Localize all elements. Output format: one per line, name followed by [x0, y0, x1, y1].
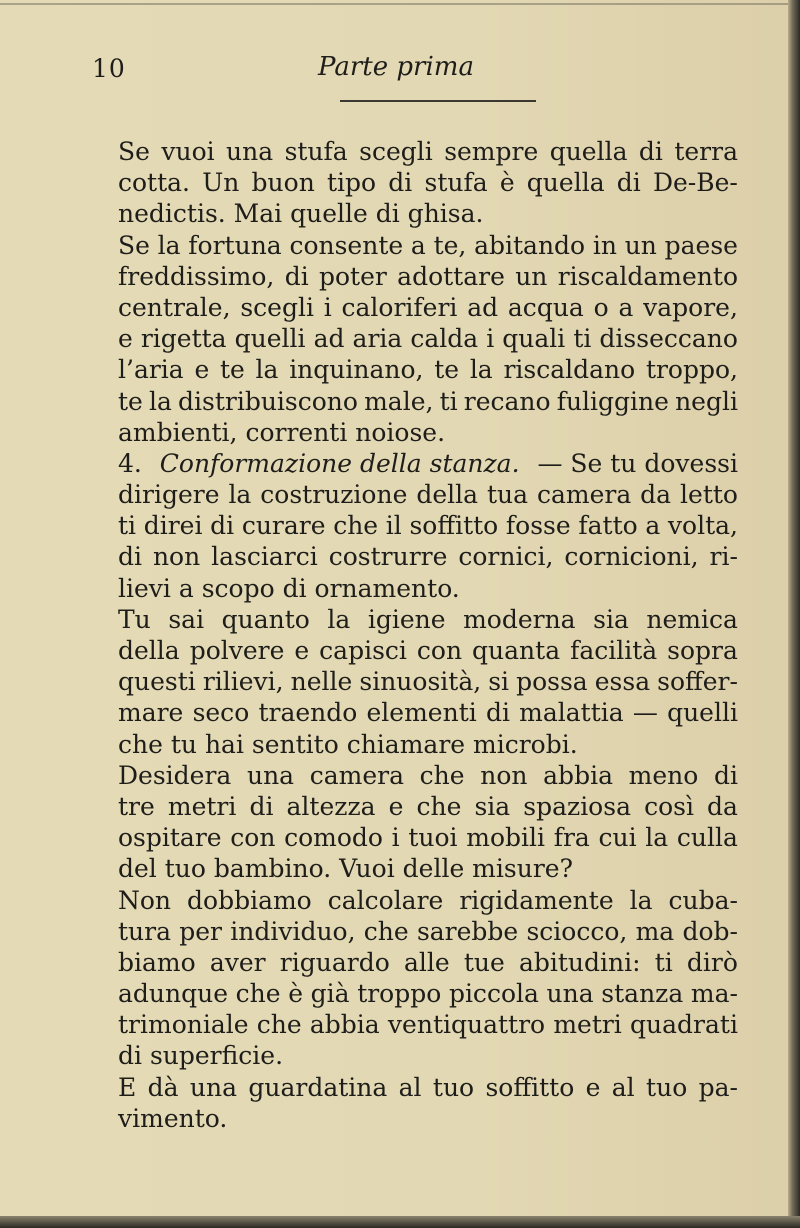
- line-text: del tuo bambino. Vuoi delle misure?: [118, 854, 573, 884]
- line-text: trimoniale che abbia ventiquattro metri quadrati: [118, 1010, 738, 1040]
- text-line: [118, 573, 738, 604]
- text-line: [118, 354, 738, 385]
- line-text: ospitare con comodo i tuoi mobili fra cui la culla: [118, 823, 738, 853]
- text-line: [118, 729, 738, 760]
- line-text: mare seco traendo elementi di malattia — quelli: [118, 698, 738, 728]
- text-line: [118, 760, 738, 791]
- text-line: [118, 885, 738, 916]
- text-line: [118, 417, 738, 448]
- body-text: [118, 136, 738, 1134]
- text-line: [118, 510, 738, 541]
- line-text: centrale, scegli i caloriferi ad acqua o a vapore,: [118, 292, 738, 322]
- text-line: [118, 853, 738, 884]
- text-line: [118, 198, 738, 229]
- text-line: [118, 1072, 738, 1103]
- line-text: Non dobbiamo calcolare rigidamente la cuba-: [118, 885, 738, 915]
- running-title: Parte prima: [318, 52, 474, 82]
- header-rule: [340, 100, 536, 102]
- text-line: [118, 479, 738, 510]
- page-right-edge: [788, 0, 800, 1228]
- text-line: [118, 1103, 738, 1134]
- line-text: l’aria e te la inquinano, te la riscaldano troppo,: [118, 355, 738, 385]
- line-text: te la distribuiscono male, ti recano fuliggine negli: [118, 386, 738, 416]
- line-text: di superficie.: [118, 1041, 284, 1071]
- line-text: ti direi di curare che il soffitto fosse fatto a volta,: [118, 511, 738, 541]
- page-number: 10: [92, 54, 126, 83]
- line-text: della polvere e capisci con quanta facilità sopra: [118, 636, 738, 665]
- line-text: freddissimo, di poter adottare un riscaldamento: [118, 261, 738, 291]
- text-line: [118, 323, 738, 354]
- text-line: [118, 167, 738, 198]
- text-line: [118, 292, 738, 323]
- line-text: tre metri di altezza e che sia spaziosa così da: [118, 791, 738, 821]
- text-line: [118, 1009, 738, 1040]
- text-line: [118, 230, 738, 261]
- text-line: [118, 791, 738, 822]
- line-text: vimento.: [118, 1103, 228, 1133]
- text-line: [118, 947, 738, 978]
- top-edge-rule: [0, 3, 792, 5]
- section-heading: Conformazione della stanza.: [159, 448, 520, 478]
- line-text: dirigere la costruzione della tua camera da letto: [118, 480, 738, 510]
- line-text: di non lasciarci costrurre cornici, cornicioni, ri-: [118, 542, 738, 572]
- line-text: — Se tu dovessi: [537, 448, 738, 478]
- line-text: lievi a scopo di ornamento.: [118, 573, 460, 603]
- line-text: ambienti, correnti noiose.: [118, 417, 446, 447]
- line-text: questi rilievi, nelle sinuosità, si possa essa soffer-: [118, 667, 738, 697]
- line-text: Desidera una camera che non abbia meno di: [118, 760, 738, 790]
- line-text: E dà una guardatina al tuo soffitto e al tuo pa-: [118, 1072, 738, 1102]
- text-line: [118, 386, 738, 417]
- text-line: [118, 261, 738, 292]
- line-text: tura per individuo, che sarebbe sciocco, ma dob-: [118, 916, 738, 946]
- page-bottom-edge: [0, 1216, 800, 1228]
- text-line: [118, 822, 738, 853]
- line-text: e rigetta quelli ad aria calda i quali ti disseccano: [118, 324, 738, 354]
- text-line: [118, 1040, 738, 1071]
- line-text: che tu hai sentito chiamare microbi.: [118, 729, 578, 759]
- text-line: [118, 448, 738, 479]
- line-text: biamo aver riguardo alle tue abitudini: ti dirò: [118, 947, 738, 977]
- text-line: [118, 136, 738, 167]
- line-text: nedictis. Mai quelle di ghisa.: [118, 199, 484, 229]
- line-text: Tu sai quanto la igiene moderna sia nemica: [118, 604, 738, 634]
- text-line: [118, 541, 738, 572]
- text-line: [118, 604, 738, 635]
- line-text: adunque che è già troppo piccola una stanza ma-: [118, 979, 738, 1009]
- line-text: Se la fortuna consente a te, abitando in un paese: [118, 230, 738, 260]
- text-line: [118, 697, 738, 728]
- section-number: 4.: [118, 448, 142, 478]
- text-line: [118, 666, 738, 697]
- text-line: [118, 916, 738, 947]
- text-line: [118, 635, 738, 666]
- line-text: cotta. Un buon tipo di stufa è quella di De-Be-: [118, 168, 738, 198]
- text-line: [118, 978, 738, 1009]
- line-text: Se vuoi una stufa scegli sempre quella di terra: [118, 137, 738, 166]
